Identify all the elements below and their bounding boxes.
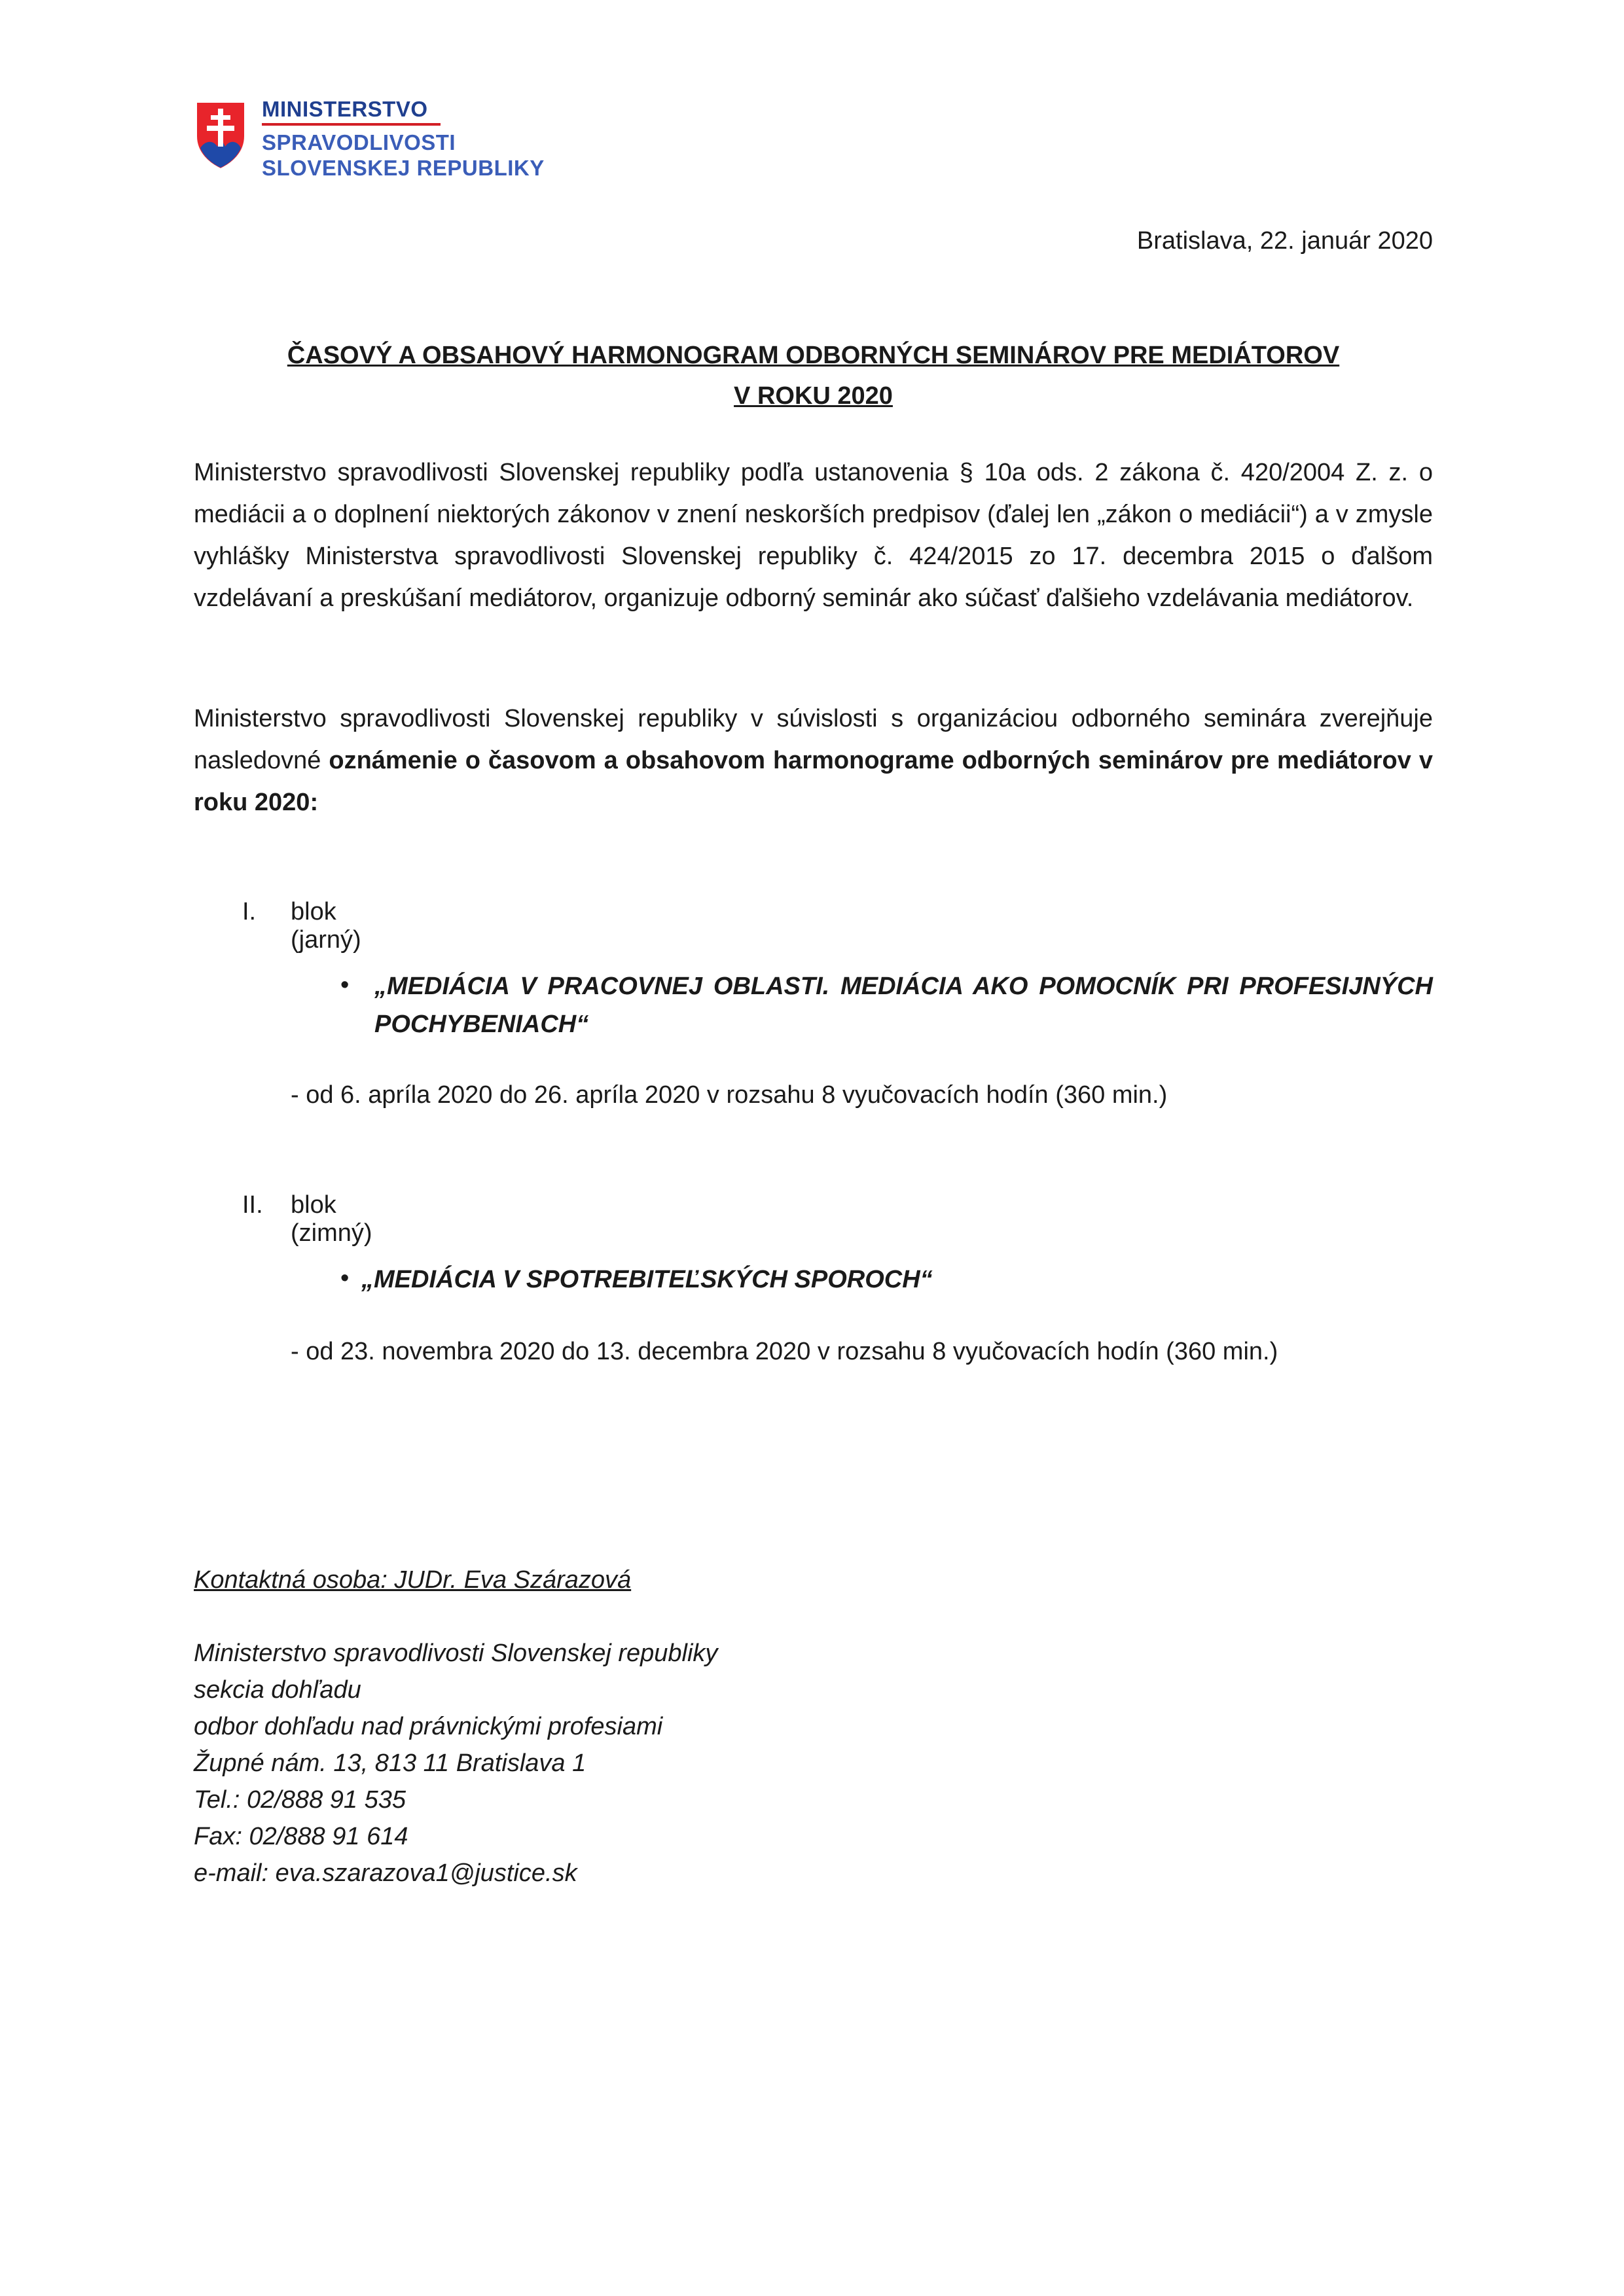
ministry-logo — [194, 97, 560, 188]
contact-line: Ministerstvo spravodlivosti Slovenskej republiky — [194, 1640, 718, 1667]
contact-email: e-mail: eva.szarazova1@justice.sk — [194, 1859, 577, 1887]
block-1-topic-text: „MEDIÁCIA V PRACOVNEJ OBLASTI. MEDIÁCIA AKO POMOCNÍK PRI PROFESIJNÝCH POCHYBENIACH“ — [374, 973, 1433, 1038]
block-2-topic-text: „MEDIÁCIA V SPOTREBITEĽSKÝCH SPOROCH“ — [361, 1266, 933, 1293]
logo-divider — [262, 123, 441, 126]
block-1-number: I. — [242, 898, 257, 925]
logo-line-1: MINISTERSTVO — [262, 97, 428, 121]
bullet-icon: • — [340, 1265, 350, 1292]
intro-paragraph: Ministerstvo spravodlivosti Slovenskej republiky podľa ustanovenia § 10a ods. 2 zákona č. 420/2004 Z. z. o mediácii a o doplnení niektorých zákonov v znení neskorších predpisov (ďalej len „zákon o mediácii“) a v zmysle vyhlášky Ministerstva spravodlivosti Slovenskej republiky č. 424/2015 zo 17. decembra 2015 o ďalšom vzdelávaní a preskúšaní mediátorov, organizuje odborný seminár ako súčasť ďalšieho vzdelávania mediátorov. — [194, 459, 1433, 612]
contact-line: odbor dohľadu nad právnickými profesiami — [194, 1713, 663, 1740]
block-1-date-range: - od 6. apríla 2020 do 26. apríla 2020 v rozsahu 8 vyučovacích hodín (360 min.) — [291, 1081, 1168, 1109]
bullet-icon: • — [340, 971, 350, 999]
contact-line: Župné nám. 13, 813 11 Bratislava 1 — [194, 1749, 586, 1777]
block-2-date-range: - od 23. novembra 2020 do 13. decembra 2020 v rozsahu 8 vyučovacích hodín (360 min.) — [291, 1338, 1278, 1365]
announcement-paragraph — [194, 698, 1433, 823]
document-date: Bratislava, 22. január 2020 — [1136, 227, 1433, 255]
announcement-bold: oznámenie o časovom a obsahovom harmonograme odborných seminárov pre mediátorov v roku 2020: — [194, 747, 1433, 816]
block-1-label: blok (jarný) — [291, 898, 361, 954]
title-line-1: ČASOVÝ A OBSAHOVÝ HARMONOGRAM ODBORNÝCH SEMINÁROV PRE MEDIÁTOROV — [287, 342, 1340, 369]
logo-line-2: SPRAVODLIVOSTI — [262, 130, 456, 154]
contact-address — [194, 1635, 717, 1892]
contact-person: Kontaktná osoba: JUDr. Eva Szárazová — [194, 1566, 632, 1594]
logo-text — [262, 97, 545, 181]
announcement-text: Ministerstvo spravodlivosti Slovenskej republiky v súvislosti s organizáciou odborného seminára zverejňuje nasledovné — [194, 705, 1433, 774]
contact-line: sekcia dohľadu — [194, 1676, 361, 1704]
block-2-number: II. — [242, 1191, 263, 1219]
document-title — [194, 335, 1433, 416]
contact-phone: Tel.: 02/888 91 535 — [194, 1786, 406, 1814]
logo-line-3: SLOVENSKEJ REPUBLIKY — [262, 156, 545, 180]
title-line-2: V ROKU 2020 — [734, 382, 893, 410]
contact-fax: Fax: 02/888 91 614 — [194, 1823, 408, 1850]
block-2-label: blok (zimný) — [291, 1191, 372, 1247]
slovak-coat-of-arms-icon — [194, 99, 247, 170]
